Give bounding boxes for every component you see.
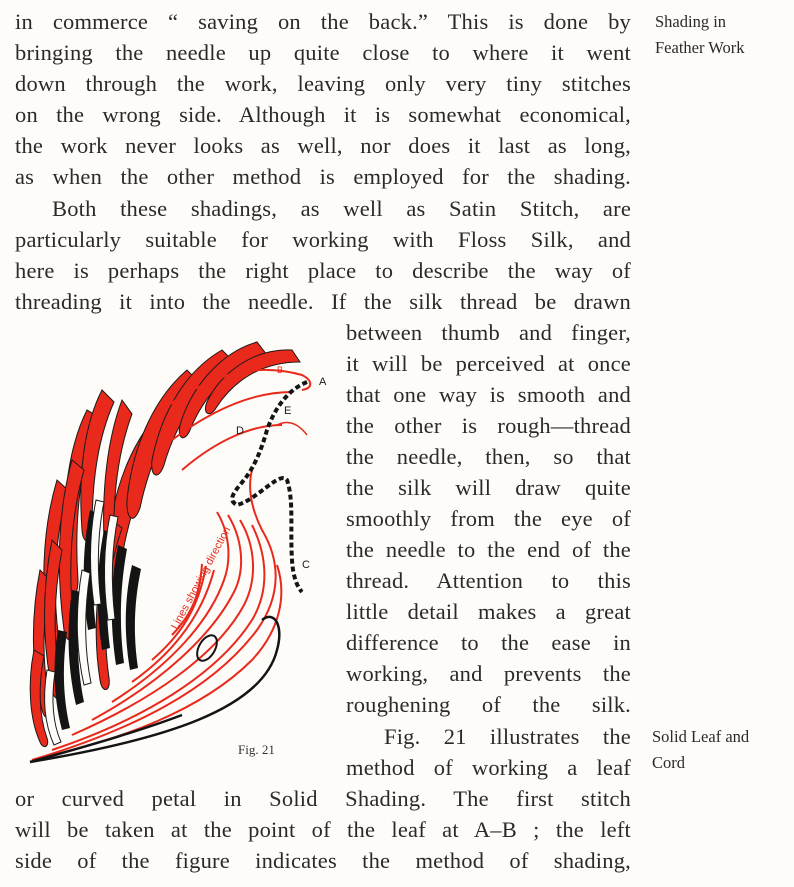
margin-note: Feather Work [655,38,745,57]
text-line: method of working a leaf [346,755,631,780]
text-line: the silk will draw quite [346,475,631,500]
text-line: down through the work, leaving only very tiny stitches [15,71,631,96]
text-line: the work never looks as well, nor does it last as long, [15,133,631,158]
text-line: Fig. 21 illustrates the [384,724,631,749]
label-d: D [236,425,244,437]
label-a: A [319,376,327,388]
text-line: in commerce “ saving on the back.” This is done by [15,9,631,34]
label-c: C [302,559,310,571]
text-line: will be taken at the point of the leaf at A–B ; the left [15,817,631,842]
direction-label: Lines showing direction [169,524,234,632]
text-line: roughening of the silk. [346,692,631,717]
text-line: on the wrong side. Although it is somewhat economical, [15,102,631,127]
couched-cord [232,382,307,592]
text-line: or curved petal in Solid Shading. The first stitch [15,786,631,811]
text-line: working, and prevents the [346,661,631,686]
label-e: E [284,405,292,417]
text-line: Both these shadings, as well as Satin Stitch, are [52,196,631,221]
text-line: bringing the needle up quite close to where it went [15,40,631,65]
text-line: here is perhaps the right place to describe the way of [15,258,631,283]
figure-21-leaf-illustration [12,330,344,776]
text-line: difference to the ease in [346,630,631,655]
text-line: threading it into the needle. If the silk thread be drawn [15,289,631,314]
margin-note: Cord [652,753,685,772]
text-line: the needle to the end of the [346,537,631,562]
text-line: it will be perceived at once [346,351,631,376]
text-line: between thumb and finger, [346,320,631,345]
text-line: that one way is smooth and [346,382,631,407]
margin-note: Shading in [655,12,727,31]
text-line: thread. Attention to this [346,568,631,593]
text-line: particularly suitable for working with Floss Silk, and [15,227,631,252]
text-line: smoothly from the eye of [346,506,631,531]
text-line: the needle, then, so that [346,444,631,469]
text-line: side of the figure indicates the method of shading, [15,848,631,873]
text-line: the other is rough—thread [346,413,631,438]
label-b: B [277,365,284,375]
figure-caption: Fig. 21 [238,742,275,757]
text-line: little detail makes a great [346,599,631,624]
text-line: as when the other method is employed for the shading. [15,164,631,189]
margin-note: Solid Leaf and [652,727,750,746]
